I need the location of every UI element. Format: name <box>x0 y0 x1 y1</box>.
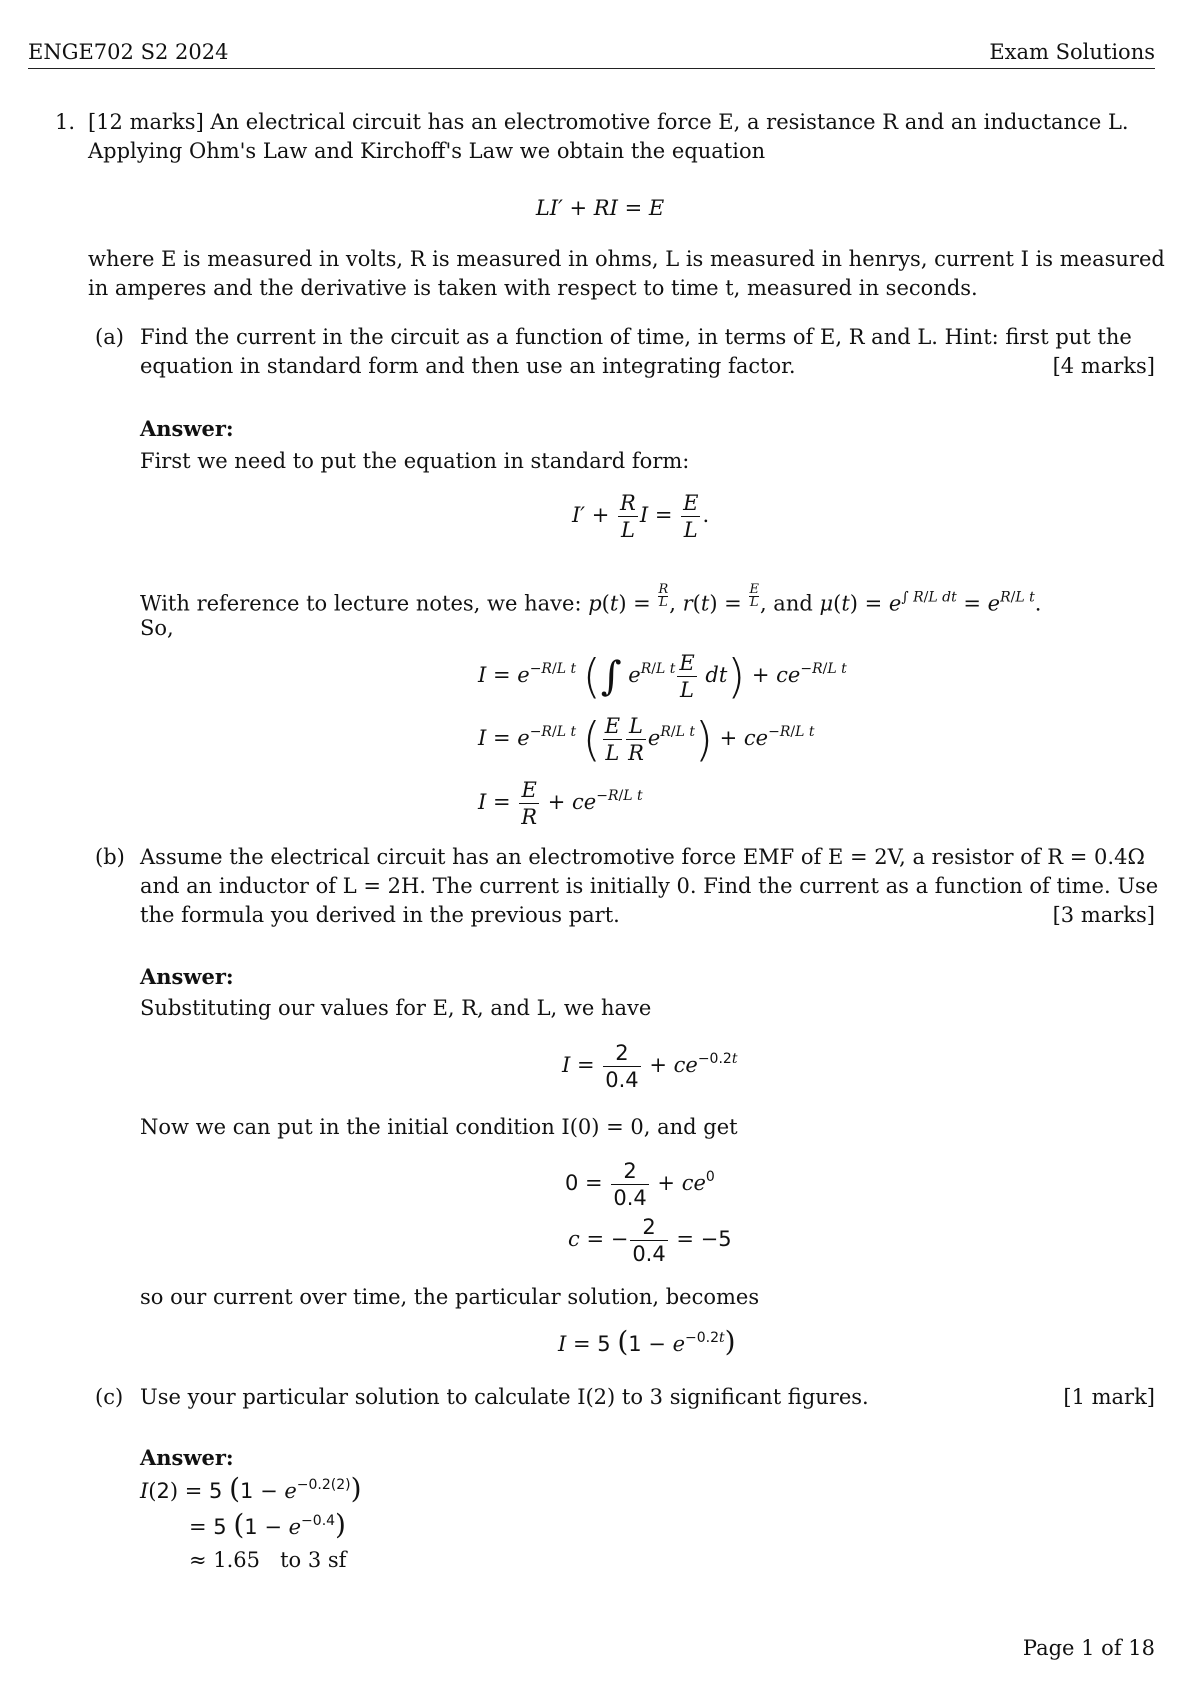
part-b-marks: [3 marks] <box>1052 903 1155 927</box>
units-line1: where E is measured in volts, R is measured in ohms, L is measured in henrys, current I is measured <box>88 247 1165 271</box>
page-number: Page 1 of 18 <box>1022 1636 1155 1660</box>
part-a-text-line1: Find the current in the circuit as a function of time, in terms of E, R and L. Hint: first put the <box>140 325 1132 349</box>
integrating-factor-line: With reference to lecture notes, we have: p(t) = $\frac{R}{L}$ , r(t) = $\frac{E}{L}$ , and $\mu(t) = e^{\int R/L dt} = e^{R/L t}$. <box>140 582 1042 616</box>
part-b-answer-heading: Answer: <box>140 964 234 989</box>
document-title: Exam Solutions <box>989 40 1155 64</box>
question-intro-line1: [12 marks] An electrical circuit has an electromotive force E, a resistance R and an inductance L. <box>88 110 1129 134</box>
standard-form-equation: I′ + $\frac{R}{L}$ I = $\frac{E}{L}$ . <box>572 491 710 542</box>
part-c-answer-heading: Answer: <box>140 1445 234 1470</box>
part-a-label: (a) <box>95 325 124 349</box>
part-a-answer-heading: Answer: <box>140 416 234 441</box>
evaluation-result: ≈ 1.65 to 3 sf <box>189 1548 347 1572</box>
units-line2: in amperes and the derivative is taken with respect to time t, measured in seconds. <box>88 276 978 300</box>
part-a-marks: [4 marks] <box>1052 354 1155 378</box>
part-b-particular: so our current over time, the particular solution, becomes <box>140 1285 760 1309</box>
particular-solution: I = 5 $(1 - e^{-0.2t})$ <box>558 1325 736 1358</box>
solution-step-2: $I = e^{-R/L t}$ ( $\frac{E}{L}$ $\frac{L}{R}$ $e^{R/L t}) + ce^{-R/L t}$ <box>478 712 815 767</box>
part-b-text-line2: and an inductor of L = 2H. The current is initially 0. Find the current as a function of time. Use <box>140 874 1159 898</box>
part-a-text-line2: equation in standard form and then use an integrating factor. <box>140 354 796 378</box>
part-b-text-line1: Assume the electrical circuit has an electromotive force EMF of E = 2V, a resistor of R = 0.4Ω <box>140 845 1145 869</box>
initial-condition-equation: 0 = $\frac{2}{0.4}$ + $ce^0$ <box>565 1159 715 1210</box>
part-a-answer-intro: First we need to put the equation in standard form: <box>140 449 690 473</box>
part-c-marks: [1 mark] <box>1063 1385 1155 1409</box>
solution-step-3: I = $\frac{E}{R}$ + $ce^{-R/L t}$ <box>478 778 643 829</box>
page-header <box>28 38 1155 69</box>
constant-solution: c = − $\frac{2}{0.4}$ = −5 <box>568 1215 732 1266</box>
part-b-label: (b) <box>95 845 125 869</box>
question-number: 1. <box>55 110 76 134</box>
substituted-equation: I = $\frac{2}{0.4}$ + $ce^{-0.2t}$ <box>562 1041 738 1092</box>
solution-step-1: $I = e^{-R/L t}$ (∫ $e^{R/L t}$ $\frac{E}{L}$ $dt) + ce^{-R/L t}$ <box>478 649 847 704</box>
evaluation-step-2: = 5 $(1 - e^{-0.4})$ <box>189 1508 346 1541</box>
part-c-text: Use your particular solution to calculate I(2) to 3 significant figures. <box>140 1385 869 1409</box>
course-code: ENGE702 S2 2024 <box>28 40 229 64</box>
question-intro-line2: Applying Ohm's Law and Kirchoff's Law we obtain the equation <box>88 139 766 163</box>
main-equation: LI′ + RI = E <box>535 196 665 220</box>
part-b-text-line3: the formula you derived in the previous part. <box>140 903 620 927</box>
part-c-label: (c) <box>95 1385 124 1409</box>
part-b-substituting: Substituting our values for E, R, and L, we have <box>140 996 652 1020</box>
so-label: So, <box>140 616 174 640</box>
evaluation-step-1: I(2) = 5 $(1 - e^{-0.2(2)})$ <box>140 1472 362 1505</box>
part-b-initial-condition: Now we can put in the initial condition I(0) = 0, and get <box>140 1115 738 1139</box>
